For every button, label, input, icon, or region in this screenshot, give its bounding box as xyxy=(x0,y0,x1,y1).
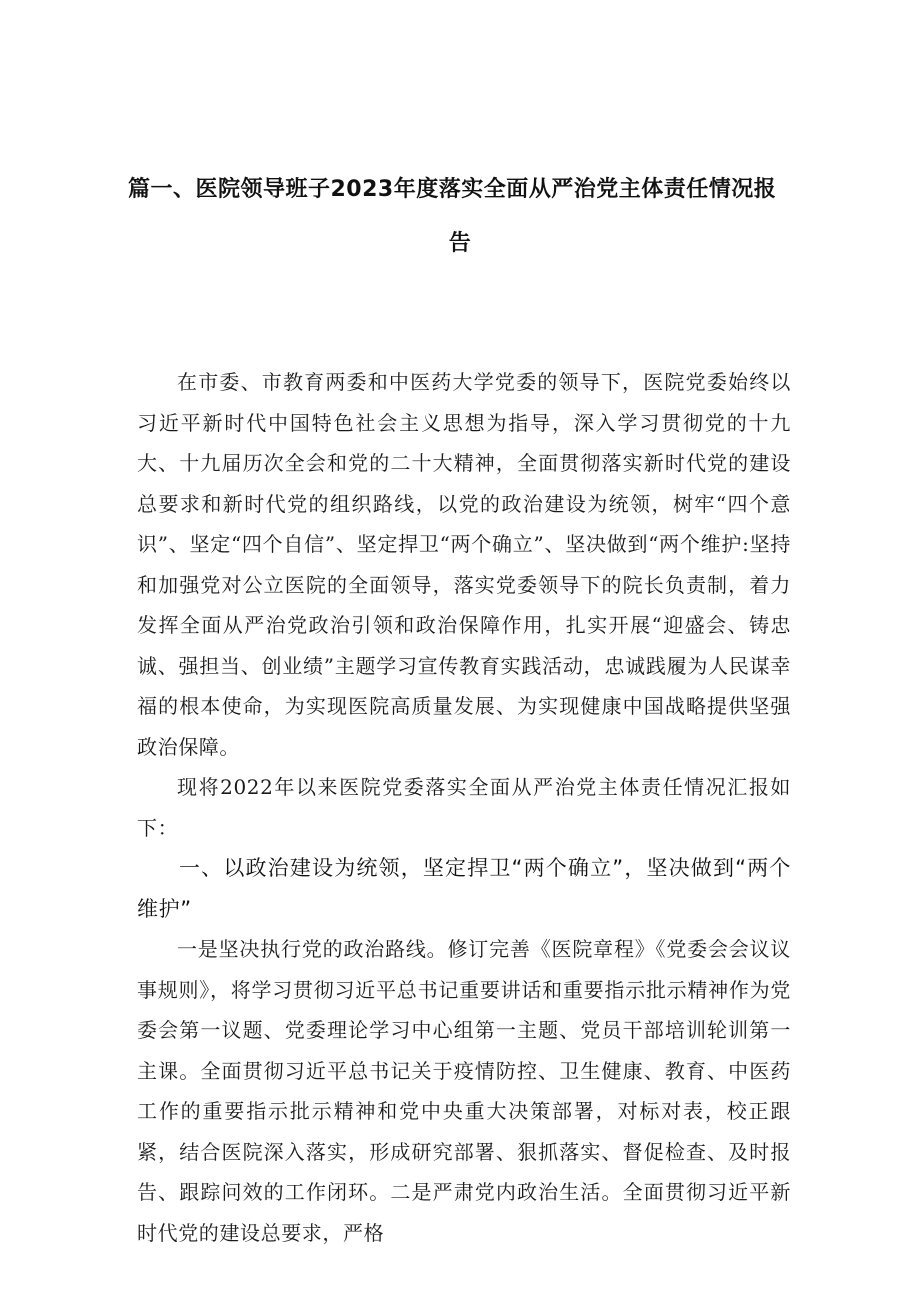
paragraph-intro: 在市委、市教育两委和中医药大学党委的领导下，医院党委始终以习近平新时代中国特色社会主义思想为指导，深入学习贯彻党的十九大、十九届历次全会和党的二十大精神，全面贯彻落实新时代党的建设总要求和新时代党的组织路线，以党的政治建设为统领，树牢“四个意识”、坚定“四个自信”、坚定捍卫“两个确立”、坚决做到“两个维护:坚持和加强党对公立医院的全面领导，落实党委领导下的院长负责制，着力发挥全面从严治党政治引领和政治保障作用，扎实开展“迎盛会、铸忠诚、强担当、创业绩”主题学习宣传教育实践活动，忠诚践履为人民谋幸福的根本使命，为实现医院高质量发展、为实现健康中国战略提供坚强政治保障。 xyxy=(137,370,791,759)
paragraph-report-lead: 现将2022年以来医院党委落实全面从严治党主体责任情况汇报如下： xyxy=(137,775,791,840)
document-title-line-2: 告 xyxy=(448,231,472,256)
document-title-line-1: 篇一、医院领导班子2023年度落实全面从严治党主体责任情况报 xyxy=(128,177,777,202)
paragraph-section-1: 一是坚决执行党的政治路线。修订完善《医院章程》《党委会会议议事规则》，将学习贯彻习近平总书记重要讲话和重要指示批示精神作为党委会第一议题、党委理论学习中心组第一主题、党员干部培训轮训第一主课。全面贯彻习近平总书记关于疫情防控、卫生健康、教育、中医药工作的重要指示批示精神和党中央重大决策部署，对标对表，校正跟紧，结合医院深入落实，形成研究部署、狠抓落实、督促检查、及时报告、跟踪问效的工作闭环。二是严肃党内政治生活。全面贯彻习近平新时代党的建设总要求，严格 xyxy=(137,937,791,1245)
document-body xyxy=(137,362,791,1253)
section-heading-1: 一、以政治建设为统领，坚定捍卫“两个确立”，坚决做到“两个维护” xyxy=(137,856,791,921)
